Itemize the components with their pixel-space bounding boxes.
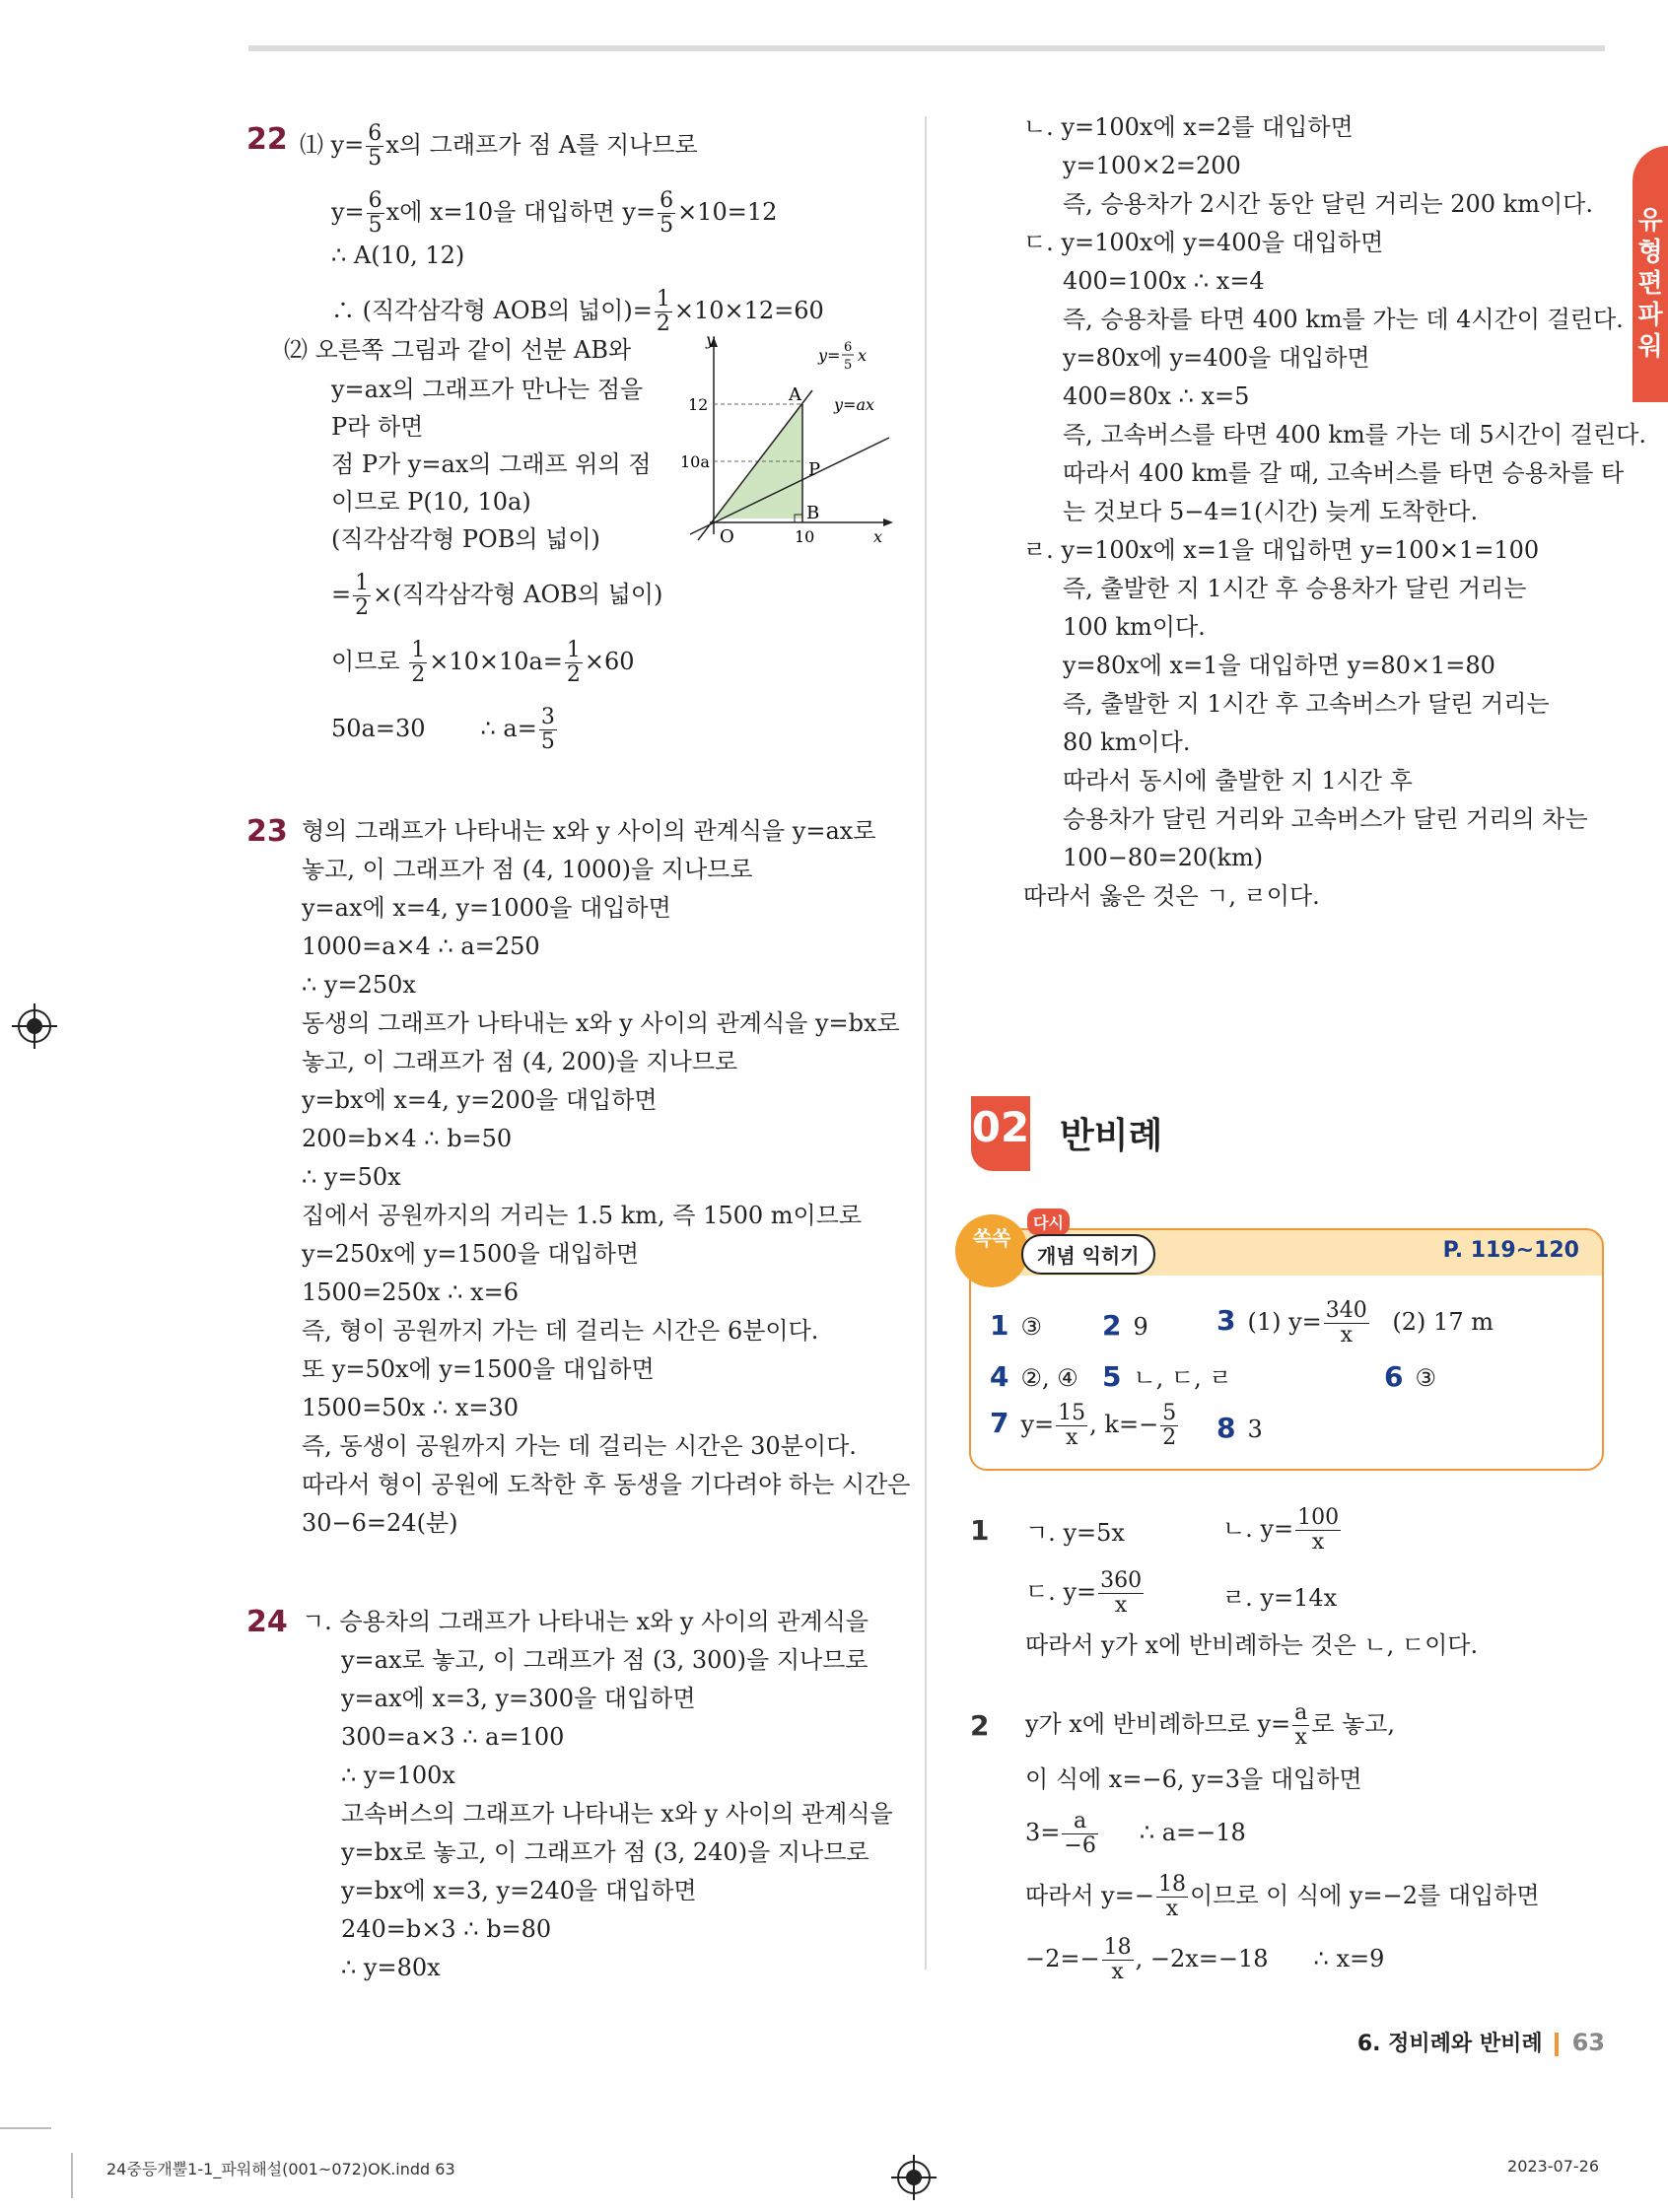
graph-figure	[670, 331, 907, 548]
label-x: x	[858, 346, 868, 365]
point-B: B	[806, 503, 820, 523]
answer-1: 1 ③	[990, 1309, 1042, 1342]
p24-line: 300=a×3 ∴ a=100	[341, 1723, 565, 1751]
label-frac-den: 5	[844, 358, 853, 373]
p23-line: 1500=250x ∴ x=6	[302, 1279, 519, 1306]
p24r-line: y=80x에 y=400을 대입하면	[1063, 344, 1370, 372]
s1-c: ㄷ. y= $\frac{360}{x}$	[1025, 1568, 1143, 1618]
page-number: 63	[1571, 2029, 1605, 2056]
crop-mark	[71, 2153, 73, 2198]
p24-line: y=bx로 놓고, 이 그래프가 점 (3, 240)을 지나므로	[341, 1838, 869, 1866]
p23-line: 따라서 형이 공원에 도착한 후 동생을 기다려야 하는 시간은	[302, 1471, 911, 1498]
p23-line: 즉, 동생이 공원까지 가는 데 걸리는 시간은 30분이다.	[302, 1432, 857, 1460]
p24r-line: 따라서 옳은 것은 ㄱ, ㄹ이다.	[1023, 882, 1320, 910]
answer-4: 4 ②, ④	[990, 1360, 1078, 1393]
p24r-line: 따라서 400 km를 갈 때, 고속버스를 타면 승용차를 타	[1063, 459, 1625, 487]
p24-line: 고속버스의 그래프가 나타내는 x와 y 사이의 관계식을	[341, 1800, 893, 1828]
label-y-ax: y=ax	[834, 395, 875, 414]
s2-l3: 3= $\frac{a}{-6}$ ∴ a=−18	[1025, 1809, 1246, 1858]
label-y-eq: y=	[818, 346, 841, 365]
concept-pill: 개념 익히기	[1021, 1234, 1155, 1275]
section-title: 반비례	[1060, 1116, 1163, 1156]
p23-line: ∴ y=50x	[302, 1163, 401, 1191]
problem-22-number: 22	[246, 122, 288, 157]
review-tag: 다시	[1027, 1209, 1070, 1235]
graph-origin: O	[720, 526, 734, 547]
p22-line1: ⑴ y= $\frac{6}{5}$ x의 그래프가 점 A를 지나므로	[300, 121, 698, 171]
answer-6: 6 ③	[1384, 1360, 1436, 1393]
s2-l1: y가 x에 반비례하므로 y= $\frac{a}{x}$ 로 놓고,	[1025, 1700, 1396, 1750]
p24r-line: 100 km이다.	[1063, 613, 1206, 641]
page-reference: P. 119~120	[1442, 1238, 1579, 1263]
p23-line: 30−6=24(분)	[302, 1509, 458, 1537]
chapter-title: 6. 정비례와 반비례	[1356, 2032, 1543, 2056]
tick-12: 12	[688, 395, 709, 414]
s2-l2: 이 식에 x=−6, y=3을 대입하면	[1025, 1765, 1362, 1793]
answer-5: 5 ㄴ, ㄷ, ㄹ	[1102, 1360, 1232, 1393]
tick-10: 10	[795, 527, 815, 546]
side-tab: 유형편 파워	[1633, 146, 1668, 402]
p24r-line: ㄴ. y=100x에 x=2를 대입하면	[1023, 113, 1354, 141]
p23-line: y=250x에 y=1500을 대입하면	[302, 1240, 640, 1268]
column-divider	[925, 116, 927, 1970]
p22-line13: 50a=30 ∴ a= $\frac{3}{5}$	[331, 705, 555, 754]
p23-line: 1500=50x ∴ x=30	[302, 1394, 519, 1421]
p24r-line: 400=80x ∴ x=5	[1063, 382, 1250, 410]
p24r-line: 승용차가 달린 거리와 고속버스가 달린 거리의 차는	[1063, 805, 1588, 833]
answer-2: 2 9	[1102, 1309, 1148, 1342]
concept-circle-icon: 쏙쏙	[955, 1214, 1028, 1287]
p24-line: 240=b×3 ∴ b=80	[341, 1915, 552, 1943]
p22-line10: (직각삼각형 POB의 넓이)	[331, 525, 600, 553]
solution-1-number: 1	[970, 1514, 990, 1547]
solution-2-number: 2	[970, 1709, 990, 1742]
file-imprint: 24중등개뿔1-1_파워해설(001~072)OK.indd 63	[106, 2160, 455, 2178]
p22-line7: P라 하면	[331, 413, 424, 441]
p24r-line: 는 것보다 5−4=1(시간) 늦게 도착한다.	[1063, 498, 1479, 525]
problem-24-number: 24	[246, 1605, 288, 1639]
p24r-line: 400=100x ∴ x=4	[1063, 267, 1265, 295]
p23-line: y=ax에 x=4, y=1000을 대입하면	[302, 894, 671, 922]
label-frac-num: 6	[844, 340, 853, 355]
problem-23-number: 23	[246, 814, 288, 849]
s1-b: ㄴ. y= $\frac{100}{x}$	[1222, 1505, 1340, 1555]
p23-line: 집에서 공원까지의 거리는 1.5 km, 즉 1500 m이므로	[302, 1202, 863, 1229]
p23-line: 동생의 그래프가 나타내는 x와 y 사이의 관계식을 y=bx로	[302, 1009, 900, 1037]
p24r-line: ㄹ. y=100x에 x=1을 대입하면 y=100×1=100	[1023, 536, 1540, 564]
p22-line9: 이므로 P(10, 10a)	[331, 488, 531, 516]
p24r-line: 즉, 승용차가 2시간 동안 달린 거리는 200 km이다.	[1063, 190, 1593, 218]
p23-line: 200=b×4 ∴ b=50	[302, 1125, 513, 1152]
p24r-line: 100−80=20(km)	[1063, 844, 1264, 871]
p23-line: 또 y=50x에 y=1500을 대입하면	[302, 1355, 655, 1383]
s2-l5: −2=− $\frac{18}{x}$ , −2x=−18 ∴ x=9	[1025, 1935, 1385, 1984]
p24r-line: 80 km이다.	[1063, 728, 1191, 756]
p24-line: y=ax에 x=3, y=300을 대입하면	[341, 1685, 696, 1712]
p22-line11: = $\frac{1}{2}$ ×(직각삼각형 AOB의 넓이)	[331, 571, 663, 620]
p24-line: ∴ y=100x	[341, 1762, 455, 1789]
p24r-line: y=100×2=200	[1063, 152, 1241, 179]
p24-line: y=bx에 x=3, y=240을 대입하면	[341, 1877, 697, 1904]
p24-line: ㄱ. 승용차의 그래프가 나타내는 x와 y 사이의 관계식을	[302, 1608, 869, 1635]
section-badge: 02	[971, 1096, 1030, 1171]
p22-line2: y= $\frac{6}{5}$ x에 x=10을 대입하면 y= $\frac{6}{5}$ ×10=12	[331, 188, 778, 238]
p23-line: y=bx에 x=4, y=200을 대입하면	[302, 1086, 658, 1114]
p23-line: ∴ y=250x	[302, 971, 416, 999]
p24r-line: y=80x에 x=1을 대입하면 y=80×1=80	[1063, 652, 1495, 679]
p23-line: 놓고, 이 그래프가 점 (4, 200)을 지나므로	[302, 1048, 738, 1075]
p24-line: ∴ y=80x	[341, 1954, 441, 1981]
p24r-line: 따라서 동시에 출발한 지 1시간 후	[1063, 767, 1413, 795]
p23-line: 즉, 형이 공원까지 가는 데 걸리는 시간은 6분이다.	[302, 1317, 819, 1345]
answer-8: 8 3	[1216, 1412, 1263, 1444]
s2-l4: 따라서 y=− $\frac{18}{x}$ 이므로 이 식에 y=−2를 대입하면	[1025, 1872, 1540, 1921]
page-footer	[1357, 2027, 1605, 2057]
graph-x-label: x	[873, 527, 883, 546]
p24r-line: 즉, 승용차를 타면 400 km를 가는 데 4시간이 걸린다.	[1063, 306, 1624, 333]
p22-line5: ⑵ 오른쪽 그림과 같이 선분 AB와	[284, 336, 632, 364]
s1-d: ㄹ. y=14x	[1222, 1584, 1338, 1612]
crop-mark-h	[0, 2127, 51, 2129]
s1-e: 따라서 y가 x에 반비례하는 것은 ㄴ, ㄷ이다.	[1025, 1631, 1479, 1659]
answer-3: 3 (1) y= $\frac{340}{x}$ (2) 17 m	[1216, 1298, 1494, 1348]
p24r-line: 즉, 고속버스를 타면 400 km를 가는 데 5시간이 걸린다.	[1063, 421, 1646, 449]
point-P: P	[808, 459, 821, 480]
s1-a: ㄱ. y=5x	[1025, 1519, 1125, 1547]
graph-y-label: y	[706, 331, 716, 349]
frac-6-5: $\frac{6}{5}$	[368, 121, 382, 171]
p22-line8: 점 P가 y=ax의 그래프 위의 점	[331, 450, 652, 478]
p23-line: 1000=a×4 ∴ a=250	[302, 933, 540, 960]
p22-line12: 이므로 $\frac{1}{2}$ ×10×10a= $\frac{1}{2}$ ×60	[331, 638, 635, 687]
point-A: A	[789, 384, 801, 405]
date-imprint: 2023-07-26	[1507, 2157, 1599, 2176]
registration-mark-left	[18, 1009, 51, 1043]
p22-line6: y=ax의 그래프가 만나는 점을	[331, 376, 644, 403]
answer-7: 7 y= $\frac{15}{x}$ , k=− $\frac{5}{2}$	[990, 1401, 1177, 1450]
p23-line: 형의 그래프가 나타내는 x와 y 사이의 관계식을 y=ax로	[302, 817, 876, 845]
tick-10a: 10a	[680, 452, 710, 471]
registration-mark-bottom	[897, 2161, 931, 2194]
top-rule	[248, 45, 1605, 51]
p24r-line: 즉, 출발한 지 1시간 후 고속버스가 달린 거리는	[1063, 690, 1550, 718]
p24r-line: 즉, 출발한 지 1시간 후 승용차가 달린 거리는	[1063, 575, 1527, 602]
p24-line: y=ax로 놓고, 이 그래프가 점 (3, 300)을 지나므로	[341, 1646, 869, 1674]
p22-line4: ∴ (직각삼각형 AOB의 넓이)= $\frac{1}{2}$ ×10×12=60	[331, 287, 824, 336]
p22-line3: ∴ A(10, 12)	[331, 242, 465, 269]
p24r-line: ㄷ. y=100x에 y=400을 대입하면	[1023, 229, 1384, 256]
p23-line: 놓고, 이 그래프가 점 (4, 1000)을 지나므로	[302, 856, 753, 883]
